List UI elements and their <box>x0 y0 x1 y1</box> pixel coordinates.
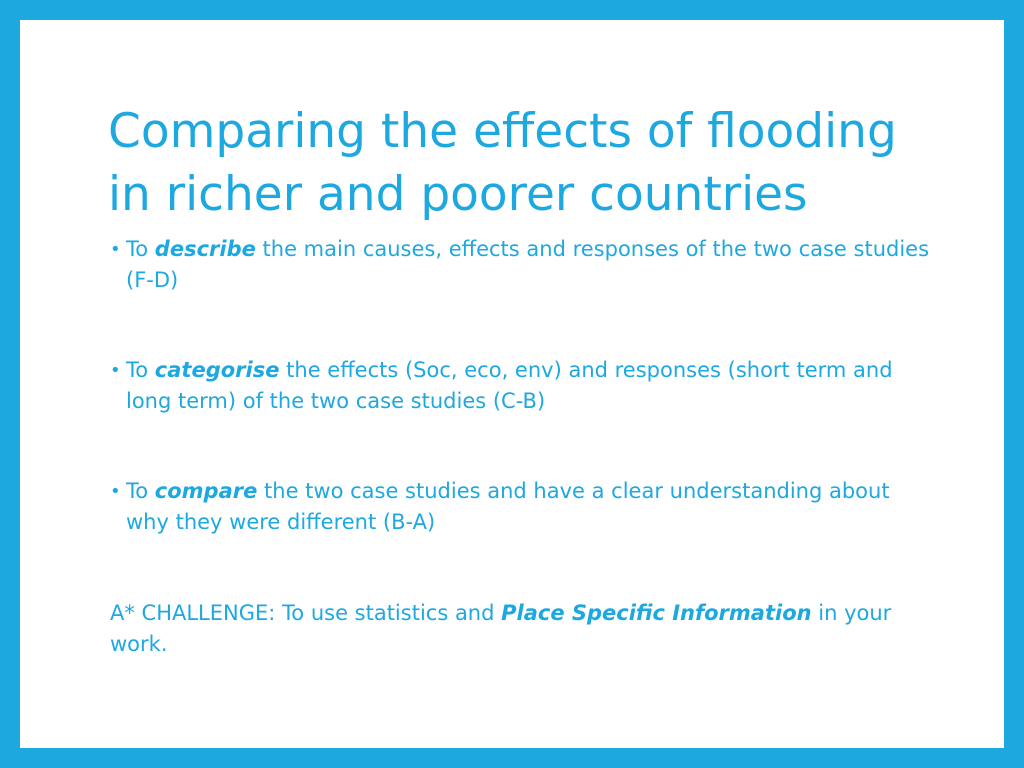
objective-item <box>110 476 930 538</box>
objective-text: the main causes, effects and responses of the two case studies (F-D) <box>126 237 930 292</box>
objective-prefix: To <box>126 479 155 503</box>
objective-prefix: To <box>126 237 155 261</box>
objective-keyword: categorise <box>154 358 280 382</box>
objectives-list <box>110 234 930 538</box>
bullet-icon: • <box>110 239 121 260</box>
slide-title: Comparing the effects of flooding in richer and poorer countries <box>108 104 897 222</box>
bullet-icon: • <box>110 360 121 381</box>
challenge-suffix: in your work. <box>110 601 892 656</box>
objective-item <box>110 234 930 296</box>
challenge-text <box>110 598 930 660</box>
challenge-keyword: Place Specific Information <box>501 601 812 625</box>
objective-keyword: compare <box>154 479 258 503</box>
bullet-icon: • <box>110 481 121 502</box>
slide <box>20 20 1004 748</box>
objective-text: the effects (Soc, eco, env) and responses (short term and long term) of the two case studies (C-B) <box>126 358 893 413</box>
objective-prefix: To <box>126 358 155 382</box>
objective-item <box>110 355 930 417</box>
challenge-prefix: A* CHALLENGE: To use statistics and <box>110 601 502 625</box>
objective-text: the two case studies and have a clear understanding about why they were different (B-A) <box>126 479 890 534</box>
objective-keyword: describe <box>154 237 256 261</box>
